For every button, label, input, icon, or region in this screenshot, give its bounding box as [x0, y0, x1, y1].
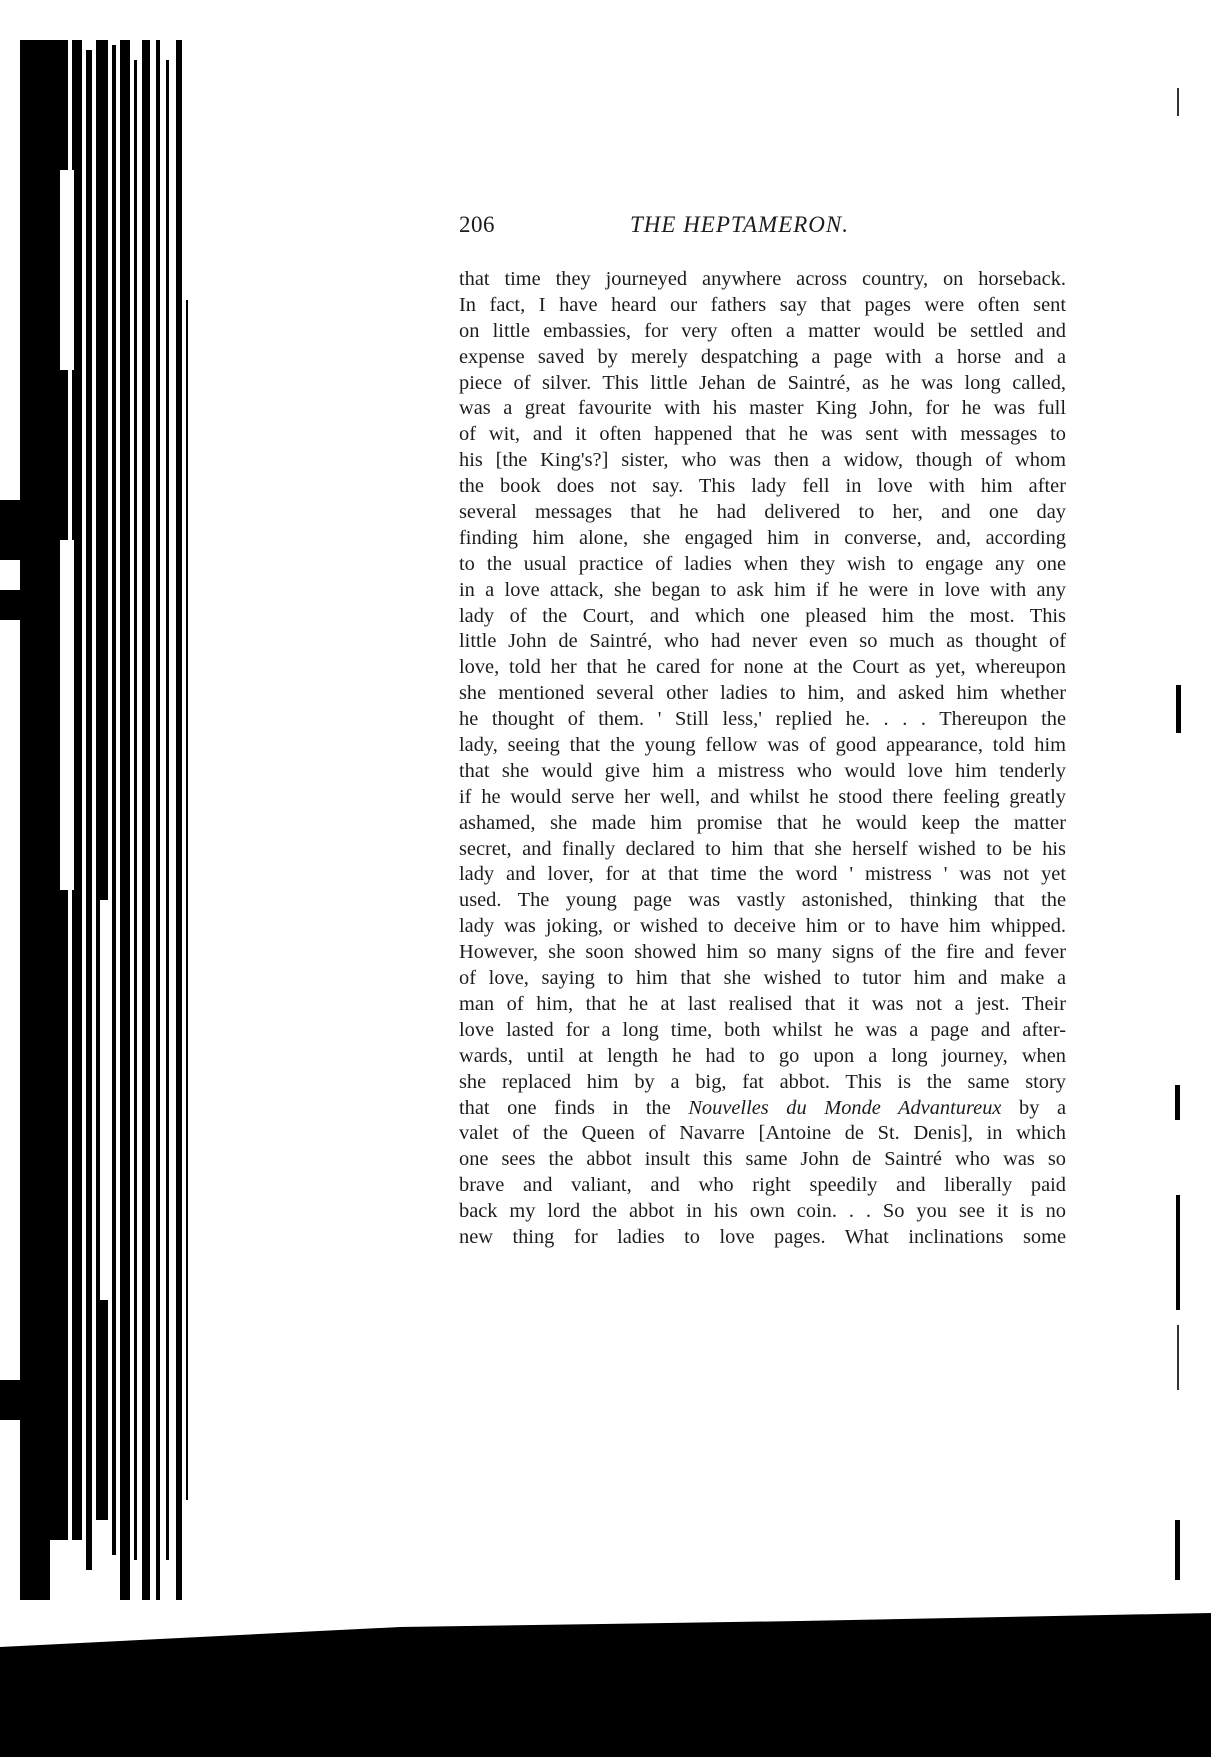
text-line: lady, seeing that the young fellow was of good appearance, told him — [459, 734, 1066, 757]
text-line: lady was joking, or wished to deceive him or to have him whipped. — [459, 915, 1066, 938]
text-line: to the usual practice of ladies when they wish to engage any one — [459, 552, 1066, 575]
text-line: he thought of them. ' Still less,' replied he. . . . Thereupon the — [459, 708, 1066, 731]
text-line: the book does not say. This lady fell in love with him after — [459, 475, 1066, 498]
text-line: one sees the abbot insult this same John de Saintré who was so — [459, 1148, 1066, 1171]
text-line: several messages that he had delivered to her, and one day — [459, 501, 1066, 524]
text-line: expense saved by merely despatching a page with a horse and a — [459, 345, 1066, 368]
text-line: she mentioned several other ladies to him, and asked him whether — [459, 682, 1066, 705]
text-line: piece of silver. This little Jehan de Saintré, as he was long called, — [459, 371, 1066, 394]
text-line: back my lord the abbot in his own coin. . . So you see it is no — [459, 1200, 1066, 1223]
italic-book-title: Nouvelles du Monde Advantureux — [688, 1096, 1002, 1119]
scan-bottom-shadow — [0, 1607, 1211, 1757]
running-title: THE HEPTAMERON. — [630, 212, 850, 237]
scan-right-edge-marks — [1160, 0, 1211, 1757]
text-line: man of him, that he at last realised that it was not a jest. Their — [459, 992, 1066, 1015]
text-line: used. The young page was vastly astonished, thinking that the — [459, 889, 1066, 912]
text-line: lady of the Court, and which one pleased him the most. This — [459, 604, 1066, 627]
text-segment: by a — [1001, 1096, 1067, 1119]
text-line: she replaced him by a big, fat abbot. This is the same story — [459, 1070, 1066, 1093]
page-header — [459, 208, 1066, 244]
text-line: wards, until at length he had to go upon a long journey, when — [459, 1044, 1066, 1067]
text-line: that time they journeyed anywhere across country, on horseback. — [459, 268, 1066, 290]
text-line: that she would give him a mistress who would love him tenderly — [459, 759, 1066, 782]
book-spine-edge — [0, 0, 200, 1757]
text-line-with-italic-title — [459, 1096, 1066, 1122]
text-line: lady and lover, for at that time the word ' mistress ' was not yet — [459, 863, 1066, 886]
text-line: However, she soon showed him so many signs of the fire and fever — [459, 941, 1066, 964]
text-line: was a great favourite with his master King John, for he was full — [459, 397, 1066, 420]
text-line: his [the King's?] sister, who was then a widow, though of whom — [459, 449, 1066, 472]
text-line: of love, saying to him that she wished to tutor him and make a — [459, 967, 1066, 990]
body-text — [459, 267, 1066, 1251]
text-line: love, told her that he cared for none at the Court as yet, whereupon — [459, 656, 1066, 679]
text-line: finding him alone, she engaged him in converse, and, according — [459, 526, 1066, 549]
text-line: In fact, I have heard our fathers say that pages were often sent — [459, 293, 1066, 316]
text-line: in a love attack, she began to ask him if he were in love with any — [459, 578, 1066, 601]
text-line: new thing for ladies to love pages. What inclinations some — [459, 1225, 1066, 1248]
text-line: on little embassies, for very often a matter would be settled and — [459, 319, 1066, 342]
page-number: 206 — [459, 212, 495, 237]
text-line: brave and valiant, and who right speedily and liberally paid — [459, 1174, 1066, 1197]
text-line: if he would serve her well, and whilst he stood there feeling greatly — [459, 785, 1066, 808]
text-line: valet of the Queen of Navarre [Antoine de St. Denis], in which — [459, 1122, 1066, 1145]
text-line: of wit, and it often happened that he was sent with messages to — [459, 423, 1066, 446]
text-line: secret, and finally declared to him that she herself wished to be his — [459, 837, 1066, 860]
text-line: ashamed, she made him promise that he would keep the matter — [459, 811, 1066, 834]
text-line: love lasted for a long time, both whilst he was a page and after- — [459, 1018, 1066, 1041]
text-line: little John de Saintré, who had never even so much as thought of — [459, 630, 1066, 653]
text-segment: that one finds in the — [459, 1096, 689, 1119]
